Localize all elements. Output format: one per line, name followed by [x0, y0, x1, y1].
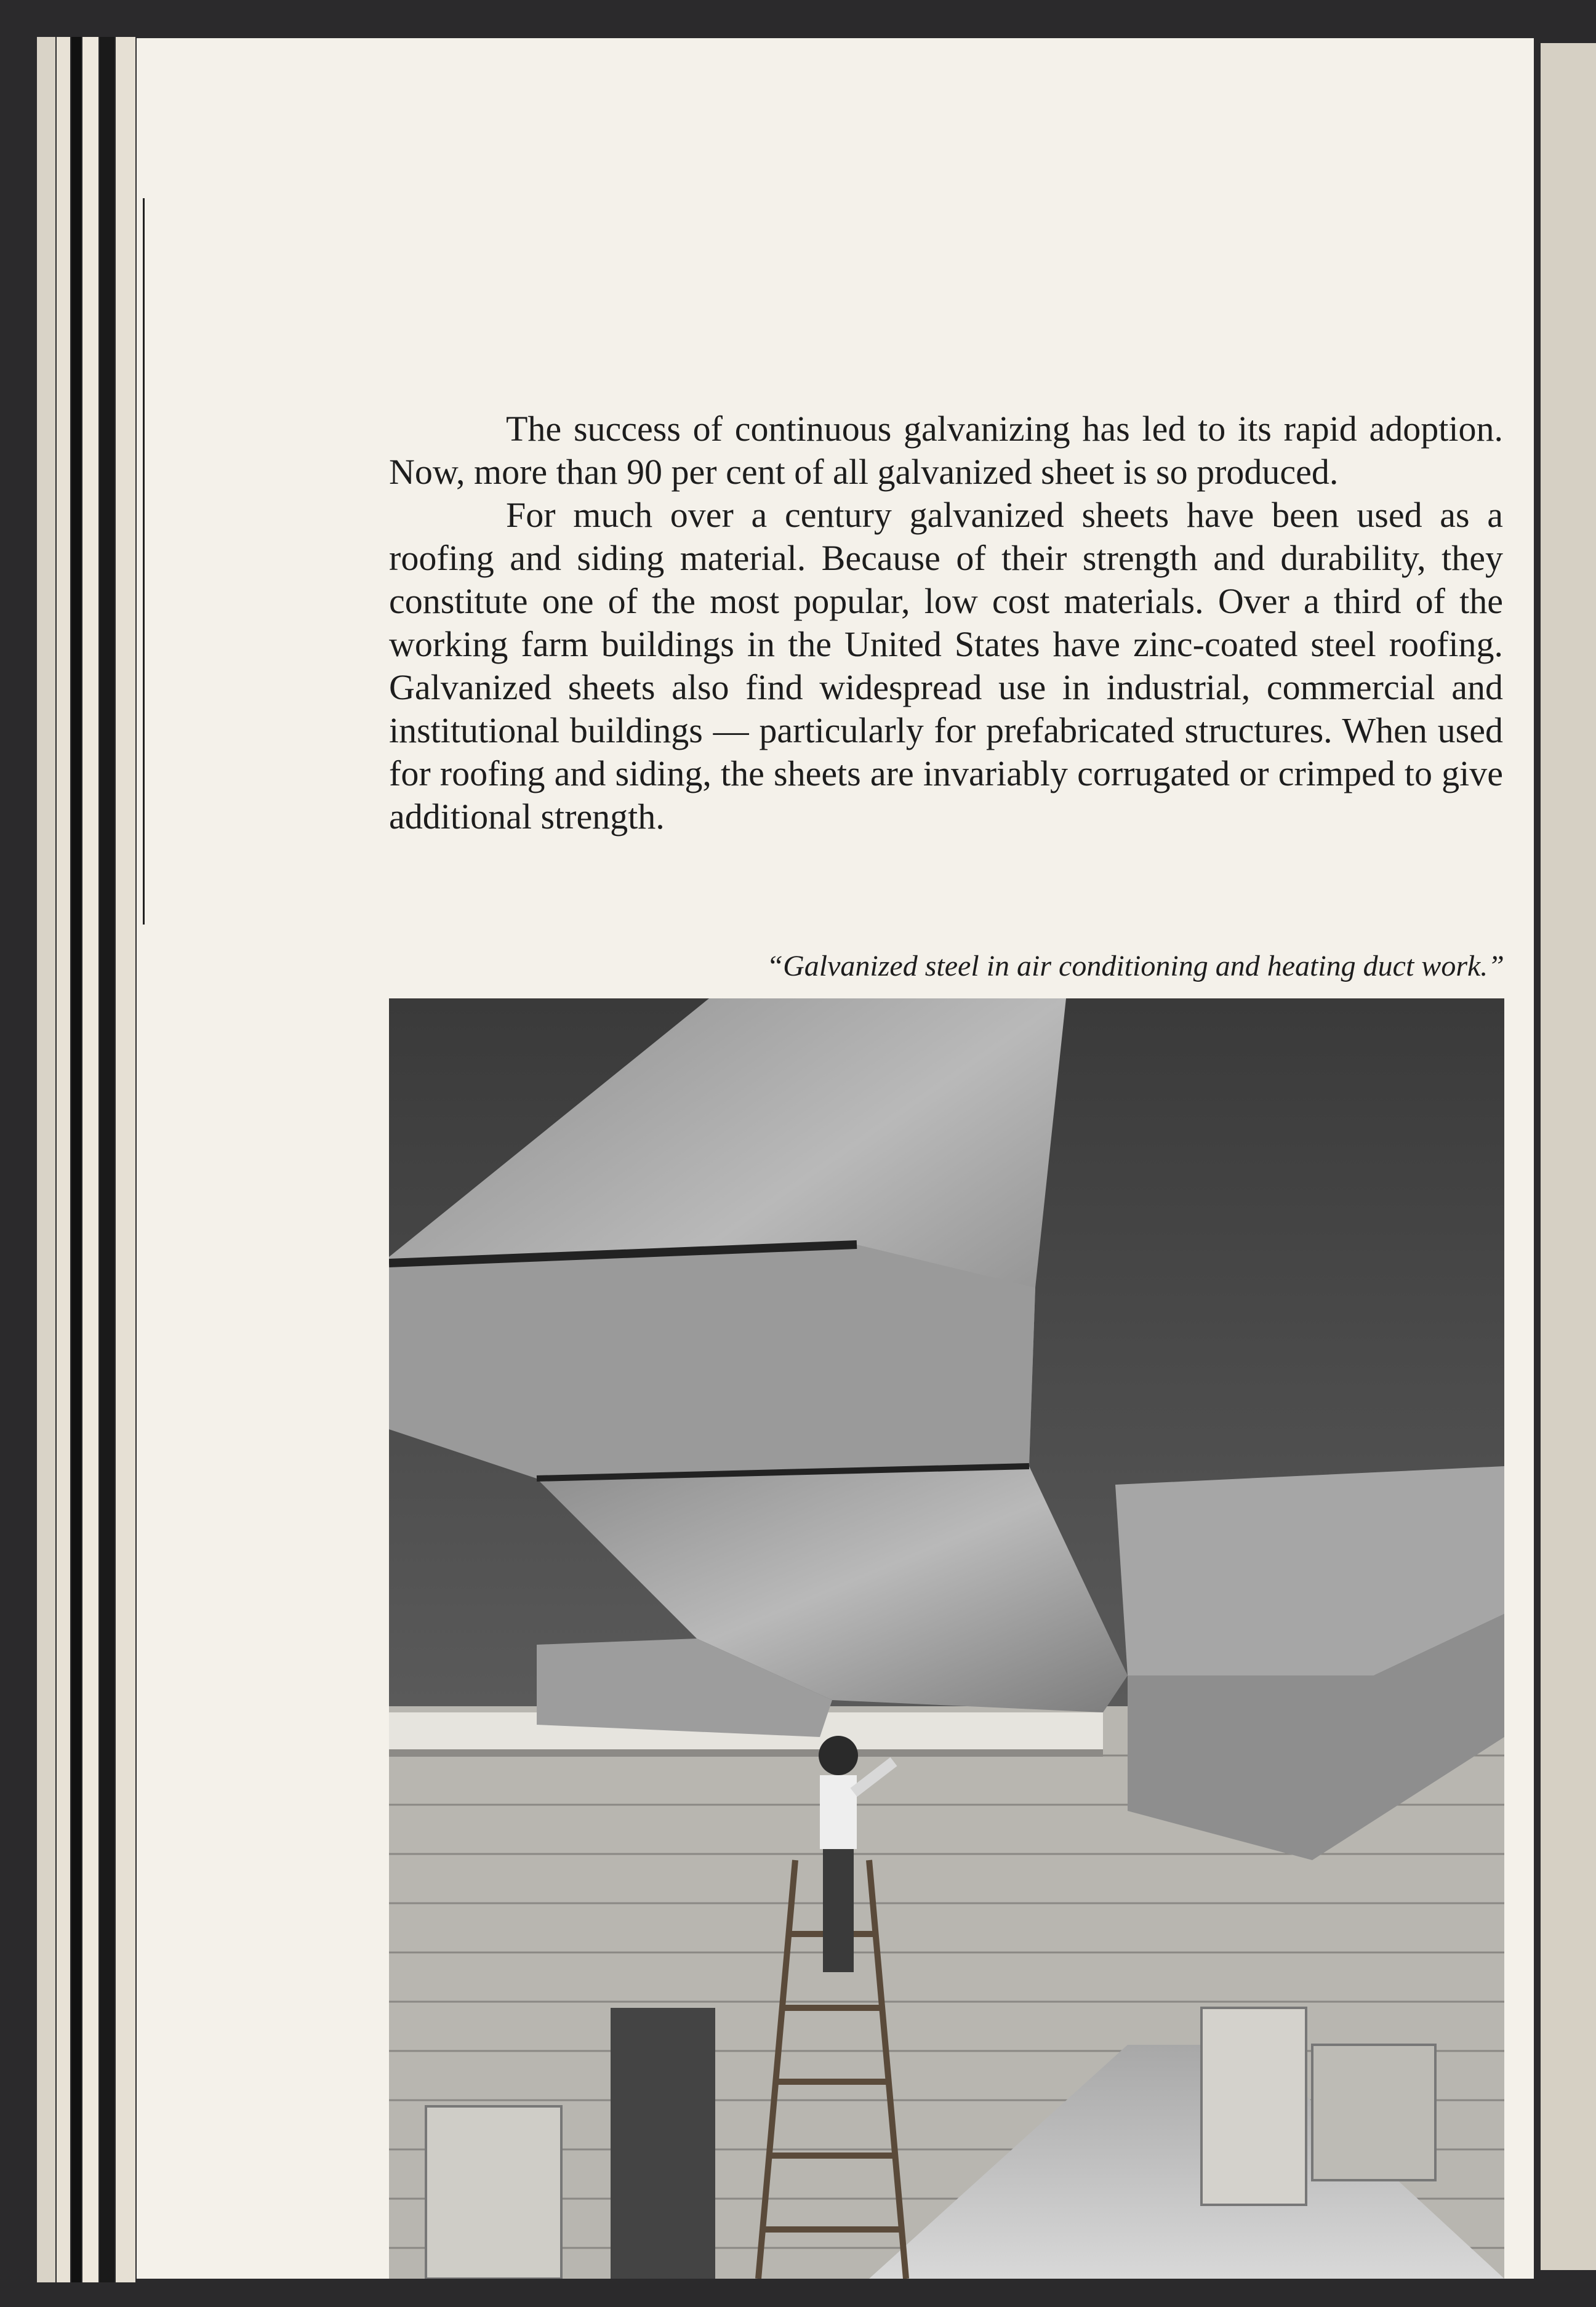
page-edge: [82, 37, 98, 2282]
equipment-box: [1312, 2045, 1435, 2180]
margin-rule: [143, 198, 145, 925]
paragraph-roofing-siding: For much over a century galvanized sheets have been used as a roofing and siding material. Because of their strength and durability, they constitute one of the most popular, low cost materials. Over a third of the working farm buildings in the United States have zinc-coated steel roofing. Galvanized sheets also find widespread use in industrial, commercial and institutional buildings — particularly for prefabricated structures. When used for roofing and siding, the sheets are invariably corrugated or crimped to give additional strength.: [389, 495, 1503, 837]
duct-work-photo: [389, 998, 1504, 2279]
facing-page-edge: [1541, 43, 1596, 2270]
equipment-box: [1201, 2008, 1306, 2205]
crate: [426, 2106, 561, 2279]
duct-work-illustration: [389, 998, 1504, 2279]
page-edge: [57, 37, 70, 2282]
page-edge: [116, 37, 135, 2282]
book-page: [137, 38, 1534, 2279]
page-edge: [71, 37, 81, 2282]
page-edge: [37, 37, 55, 2282]
body-text: [389, 407, 1503, 838]
photo-caption: “Galvanized steel in air conditioning and heating duct work.”: [766, 950, 1504, 982]
doorway: [611, 2008, 715, 2279]
page-edge: [100, 37, 114, 2282]
paragraph-continuous-galvanizing: The success of continuous galvanizing has led to its rapid adoption. Now, more than 90 per cent of all galvanized sheet is so produced.: [389, 409, 1503, 492]
